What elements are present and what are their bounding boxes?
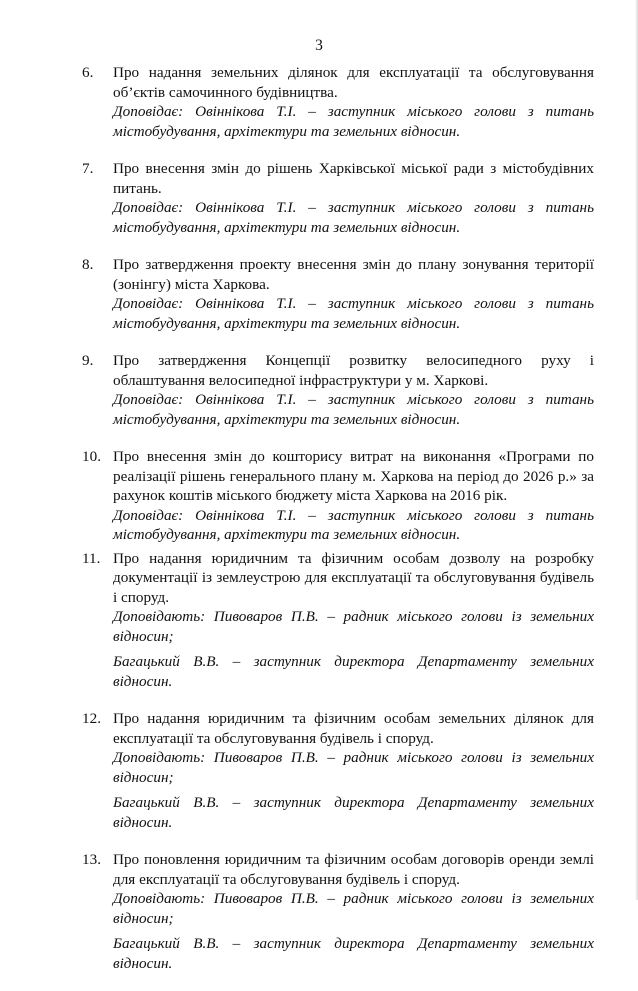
- item-number: 9.: [82, 352, 94, 369]
- item-body: [113, 159, 594, 237]
- item-title: Про надання юридичним та фізичним особам дозволу на розробку документації із землеустрою для експлуатації та обслуговування будівель і споруд.: [113, 549, 594, 606]
- item-speaker: Багацький В.В. – заступник директора Департаменту земельних відносин.: [113, 935, 594, 972]
- item-title: Про внесення змін до кошторису витрат на виконання «Програми по реалізації рішень генерального плану м. Харкова на період до 2026 р.» за рахунок коштів міського бюджету міста Харкова на 2016 рік.: [113, 448, 594, 504]
- agenda-item: [82, 159, 594, 237]
- item-title: Про поновлення юридичним та фізичним особам договорів оренди землі для експлуатації та обслуговування будівель і споруд.: [113, 851, 594, 888]
- item-speaker: Доповідає: Овіннікова Т.І. – заступник міського голови з питань містобудування, архітектури та земельних відносин.: [113, 103, 594, 140]
- agenda-item: [82, 549, 594, 692]
- item-speaker: Доповідають: Пивоваров П.В. – радник міського голови із земельних відносин;: [113, 749, 594, 786]
- item-body: [113, 63, 594, 141]
- item-body: [113, 255, 594, 333]
- item-body: [113, 351, 594, 429]
- item-title: Про надання юридичним та фізичним особам земельних ділянок для експлуатації та обслуговування будівель і споруд.: [113, 710, 594, 747]
- item-speaker: Доповідають: Пивоваров П.В. – радник міського голови із земельних відносин;: [113, 608, 594, 645]
- item-body: [113, 447, 594, 545]
- item-body: [113, 709, 594, 832]
- agenda-item: [82, 351, 594, 429]
- agenda-item: [82, 447, 594, 545]
- item-title: Про надання земельних ділянок для експлуатації та обслуговування об’єктів самочинного будівництва.: [113, 64, 594, 101]
- agenda-list: [82, 63, 594, 991]
- agenda-item: [82, 255, 594, 333]
- item-speaker: Багацький В.В. – заступник директора Департаменту земельних відносин.: [113, 794, 594, 831]
- item-speaker: Доповідає: Овіннікова Т.І. – заступник міського голови з питань містобудування, архітектури та земельних відносин.: [113, 391, 594, 428]
- item-number: 10.: [82, 448, 101, 465]
- agenda-item: [82, 63, 594, 141]
- item-speaker: Багацький В.В. – заступник директора Департаменту земельних відносин.: [113, 653, 594, 690]
- item-number: 11.: [82, 549, 101, 567]
- item-number: 7.: [82, 160, 94, 177]
- item-number: 6.: [82, 64, 94, 81]
- item-number: 13.: [82, 851, 101, 868]
- item-number: 8.: [82, 256, 94, 273]
- item-body: [113, 850, 594, 973]
- agenda-item: [82, 850, 594, 973]
- item-speaker: Доповідає: Овіннікова Т.І. – заступник міського голови з питань містобудування, архітектури та земельних відносин.: [113, 199, 594, 236]
- item-number: 12.: [82, 710, 101, 727]
- item-title: Про затвердження Концепції розвитку велосипедного руху і облаштування велосипедної інфраструктури у м. Харкові.: [113, 352, 594, 389]
- item-speaker: Доповідає: Овіннікова Т.І. – заступник міського голови з питань містобудування, архітектури та земельних відносин.: [113, 506, 594, 543]
- agenda-item: [82, 709, 594, 832]
- item-body: [113, 549, 594, 692]
- item-speaker: Доповідають: Пивоваров П.В. – радник міського голови із земельних відносин;: [113, 890, 594, 927]
- item-title: Про затвердження проекту внесення змін до плану зонування території (зонінгу) міста Харкова.: [113, 256, 594, 293]
- item-speaker: Доповідає: Овіннікова Т.І. – заступник міського голови з питань містобудування, архітектури та земельних відносин.: [113, 295, 594, 332]
- page-number: 3: [315, 37, 323, 54]
- item-title: Про внесення змін до рішень Харківської міської ради з містобудівних питань.: [113, 160, 594, 197]
